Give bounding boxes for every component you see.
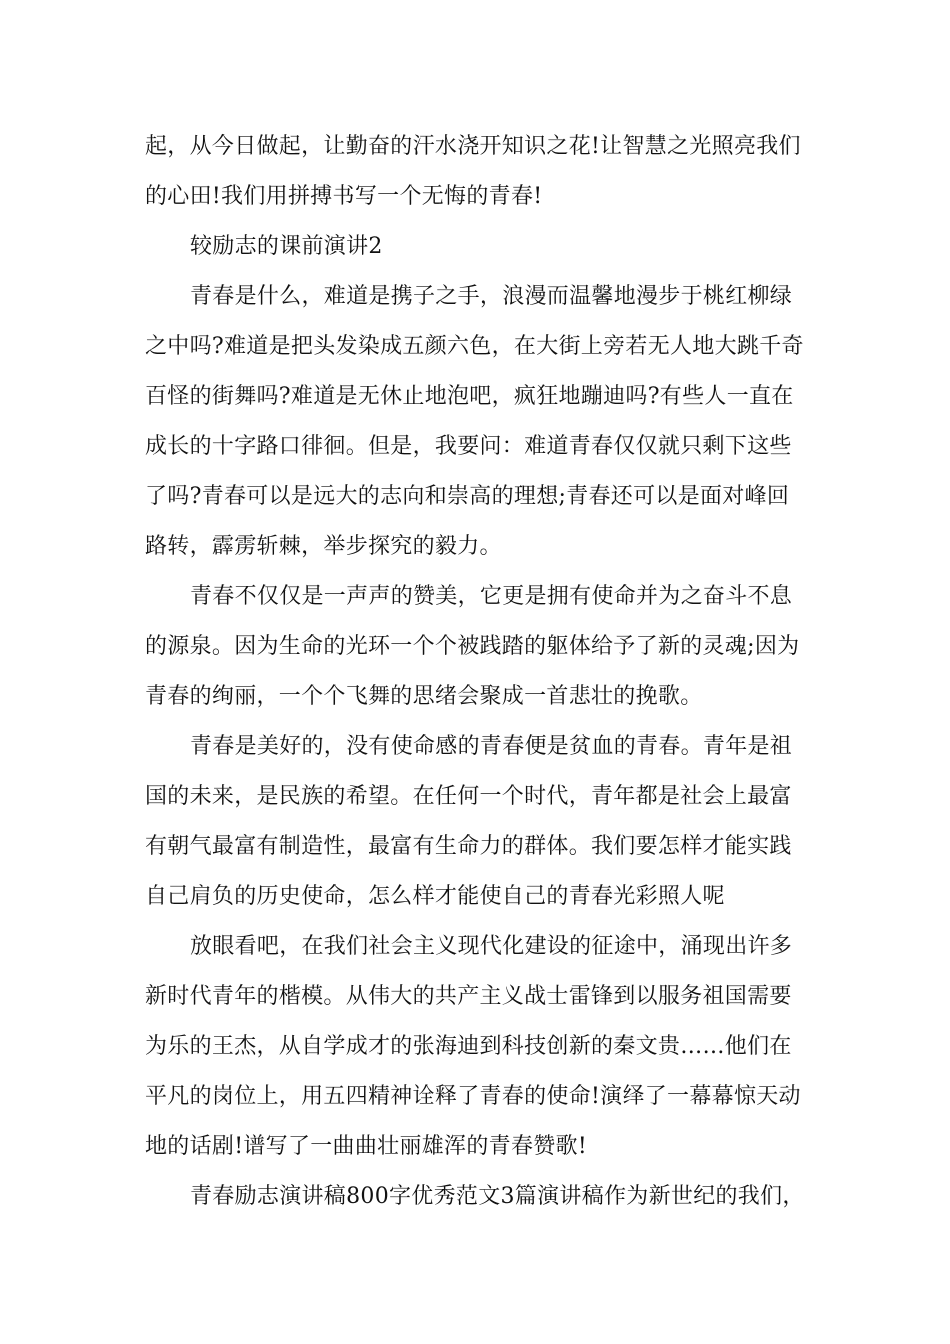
- text-line: 路转，霹雳斩棘，举步探究的毅力。: [145, 534, 502, 559]
- text-line: 的源泉。因为生命的光环一个个被践踏的躯体给予了新的灵魂;因为: [145, 634, 800, 659]
- text-line: 了吗?青春可以是远大的志向和崇高的理想;青春还可以是面对峰回: [145, 484, 790, 509]
- text-line: 成长的十字路口徘徊。但是，我要问：难道青春仅仅就只剩下这些: [145, 434, 792, 459]
- text-line: 国的未来，是民族的希望。在任何一个时代，青年都是社会上最富: [145, 784, 792, 809]
- text-line: 有朝气最富有制造性，最富有生命力的群体。我们要怎样才能实践: [145, 834, 792, 859]
- document-body: [145, 122, 825, 1222]
- text-line: 青春的绚丽，一个个飞舞的思绪会聚成一首悲壮的挽歌。: [145, 684, 703, 709]
- text-line: 地的话剧!谱写了一曲曲壮丽雄浑的青春赞歌!: [145, 1134, 587, 1159]
- section-heading: 较励志的课前演讲2: [190, 234, 383, 259]
- text-line: 青春是美好的，没有使命感的青春便是贫血的青春。青年是祖: [190, 734, 793, 759]
- text-line: 新时代青年的楷模。从伟大的共产主义战士雷锋到以服务祖国需要: [145, 984, 792, 1009]
- text-line: 青春是什么，难道是携子之手，浪漫而温馨地漫步于桃红柳绿: [190, 284, 793, 309]
- text-line: 自己肩负的历史使命，怎么样才能使自己的青春光彩照人呢: [145, 884, 725, 909]
- text-line: 起，从今日做起，让勤奋的汗水浇开知识之花!让智慧之光照亮我们: [145, 134, 801, 159]
- text-line: 的心田!我们用拼搏书写一个无悔的青春!: [145, 184, 543, 209]
- text-line: 放眼看吧，在我们社会主义现代化建设的征途中，涌现出许多: [190, 934, 793, 959]
- text-line: 青春不仅仅是一声声的赞美，它更是拥有使命并为之奋斗不息: [190, 584, 793, 609]
- text-line: 为乐的王杰，从自学成才的张海迪到科技创新的秦文贵……他们在: [145, 1034, 792, 1059]
- text-line: 百怪的街舞吗?难道是无休止地泡吧，疯狂地蹦迪吗?有些人一直在: [145, 384, 794, 409]
- text-line: 青春励志演讲稿800字优秀范文3篇演讲稿作为新世纪的我们，: [190, 1184, 805, 1209]
- text-line: 之中吗?难道是把头发染成五颜六色，在大街上旁若无人地大跳千奇: [145, 334, 804, 359]
- text-line: 平凡的岗位上，用五四精神诠释了青春的使命!演绎了一幕幕惊天动: [145, 1084, 801, 1109]
